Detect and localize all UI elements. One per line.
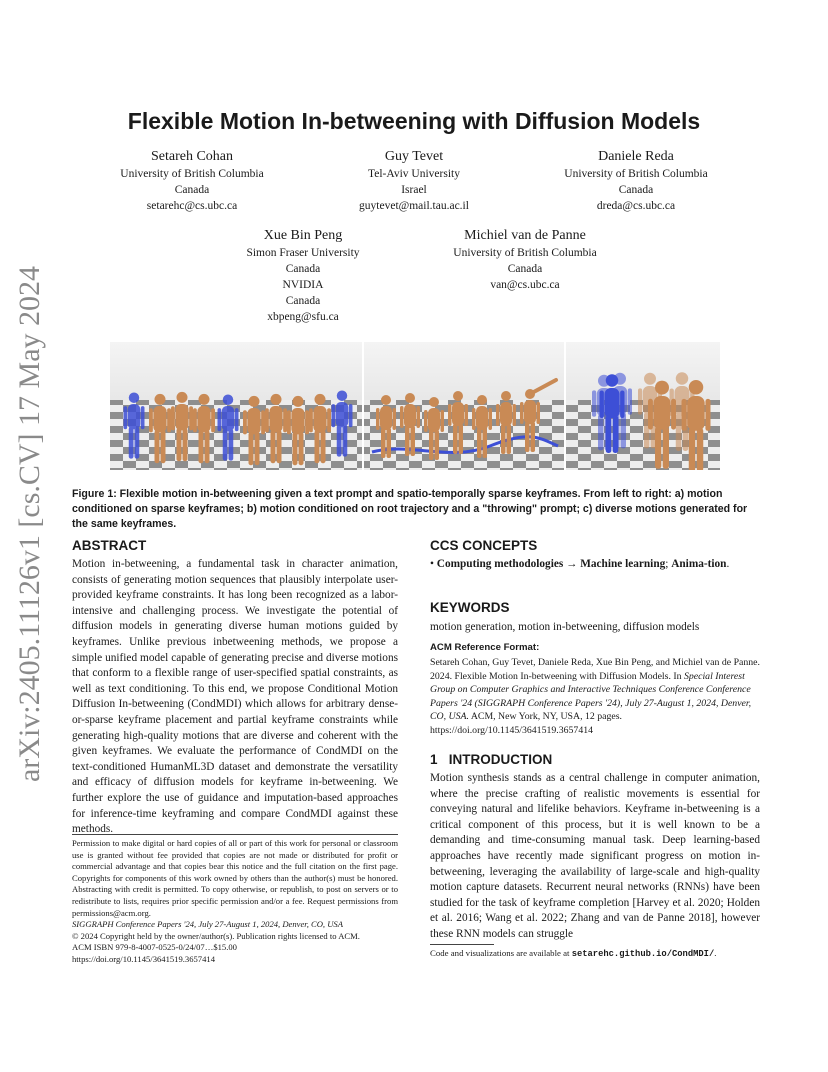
isbn-line: ACM ISBN 979-8-4007-0525-0/24/07…$15.00: [72, 942, 237, 953]
author-name: Daniele Reda: [598, 149, 674, 164]
author-country: Canada: [618, 184, 654, 196]
author-email: setarehc@cs.ubc.ca: [146, 200, 238, 212]
author-name: Guy Tevet: [384, 149, 444, 164]
author-name: Setareh Cohan: [150, 149, 234, 164]
author-block: [203, 227, 403, 325]
author-name: Michiel van de Panne: [464, 228, 586, 243]
keywords-heading: KEYWORDS: [430, 600, 510, 615]
author-email: guytevet@mail.tau.ac.il: [359, 200, 469, 212]
author-email: van@cs.ubc.ca: [490, 279, 560, 291]
author-affiliation: University of British Columbia: [453, 247, 597, 259]
teaser-figure-image: [110, 342, 720, 470]
author-block: [92, 148, 292, 214]
ccs-term: Computing methodologies: [436, 558, 564, 570]
author-email: xbpeng@sfu.ca: [267, 311, 339, 323]
ccs-heading: CCS CONCEPTS: [430, 538, 538, 553]
copyright-line: © 2024 Copyright held by the owner/author(s). Publication rights licensed to ACM.: [72, 930, 360, 941]
arxiv-identifier: arXiv:2405.11126v1 [cs.CV] 17 May 2024: [13, 265, 46, 783]
author-affiliation: Simon Fraser University: [246, 247, 360, 259]
project-link[interactable]: setarehc.github.io/CondMDI/: [571, 949, 715, 959]
author-affiliation: University of British Columbia: [564, 168, 708, 180]
venue-line: SIGGRAPH Conference Papers '24, July 27-August 1, 2024, Denver, CO, USA: [72, 919, 343, 930]
author-name: Xue Bin Peng: [263, 228, 343, 243]
abstract-heading: ABSTRACT: [72, 538, 147, 553]
reference-venue: Special Interest Group on Computer Graphics and Interactive Techniques Conference Conference Papers '24 (SIGGRAPH Conference Papers '24), July 27-August 1, 2024, Denver, CO, USA.: [430, 670, 752, 723]
author-email: dreda@cs.ubc.ca: [596, 200, 676, 212]
ccs-bullet: •: [430, 558, 437, 570]
author-affiliation-2: NVIDIA: [282, 279, 324, 291]
intro-heading: [430, 752, 552, 767]
author-country-2: Canada: [285, 295, 321, 307]
author-block: [536, 148, 736, 214]
author-country: Israel: [401, 184, 427, 196]
section-title: INTRODUCTION: [448, 752, 553, 767]
permission-text: Permission to make digital or hard copies of all or part of this work for personal or classroom use is granted without fee provided that copies are not made or distributed for profit or commercial advantage and that copies bear this notice and the full citation on the first page. Copyrights for components of this work owned by others than the author(s) must be honored. Abstracting with credit is permitted. To copy otherwise, or republish, to post on servers or to redistribute to lists, requires prior specific permission and/or a fee. Request permissions from permissions@acm.org.: [72, 838, 398, 918]
author-affiliation: Tel-Aviv University: [368, 168, 460, 180]
teaser-figure: [110, 342, 720, 470]
footnote-rule: [430, 944, 494, 945]
author-block: [425, 227, 625, 293]
ccs-arrow: →: [563, 558, 581, 570]
author-affiliation: University of British Columbia: [120, 168, 264, 180]
author-country: Canada: [507, 263, 543, 275]
intro-text: Motion synthesis stands as a central challenge in computer animation, where the precise crafting of realistic movements is essential for conveying natural and lifelike behaviors. Keyframe in-betweening is a critical component of this process, but it is well known to be a demanding and time-consuming manual task. Deep learning-based approaches have recently made significant progress on motion in-betweening, leveraging the availability of large-scale and high-quality motion capture datasets. Recurrent neural networks (RNNs) have been studied for the task of keyframe completion [Harvey et al. 2020; Holden et al. 2016; Wang et al. 2022; Zhang and van de Panne 2018], however these RNN models can struggle: [430, 772, 760, 940]
abstract-text: Motion in-betweening, a fundamental task in character animation, consists of generating motion sequences that plausibly interpolate user-provided keyframe constraints. It has long been recognized as a labor-intensive and challenging process. We investigate the potential of diffusion models in generating diverse human motions guided by keyframes. Unlike previous inbetweening methods, we propose a simple unified model capable of generating precise and diverse motions that conform to a flexible range of user-specified spatial constraints, as well as text conditioning. To this end, we propose Conditional Motion Diffusion In-betweening (CondMDI) which allows for arbitrary dense-or-sparse keyframe placement and partial keyframe constraints while generating high-quality motions that are diverse and coherent with the given keyframes. We evaluate the performance of CondMDI on the text-conditioned HumanML3D dataset and demonstrate the versatility and efficacy of diffusion models for keyframe in-betweening. We further explore the use of guidance and imputation-based approaches for inference-time keyframing and compare CondMDI against these methods.: [72, 558, 398, 836]
ccs-term: Machine learning: [580, 558, 666, 570]
keywords-text: motion generation, motion in-betweening, diffusion models: [430, 621, 700, 633]
ccs-end: .: [726, 558, 730, 570]
footnote-rule: [72, 834, 398, 835]
figure-caption: Figure 1: Flexible motion in-betweening given a text prompt and spatio-temporally sparse keyframes. From left to right: a) motion conditioned on sparse keyframes; b) motion conditioned on root trajectory and a "throwing" prompt; c) diverse motions generated for the same keyframes.: [72, 488, 748, 530]
ccs-term: Anima-tion: [671, 558, 727, 570]
footnote-end: .: [714, 948, 717, 958]
reference-text: [430, 656, 760, 738]
reference-authors: Setareh Cohan, Guy Tevet, Daniele Reda, Xue Bin Peng, and Michiel van de Panne. 2024. Flexible Motion In-betweening with Diffusion Models. In: [430, 657, 760, 682]
reference-publisher: ACM, New York, NY, USA, 12 pages. https://doi.org/10.1145/3641519.3657414: [430, 711, 622, 736]
ccs-concepts: [430, 557, 760, 573]
doi-link[interactable]: https://doi.org/10.1145/3641519.3657414: [72, 953, 215, 964]
author-country: Canada: [285, 263, 321, 275]
code-footnote: [430, 948, 760, 959]
permission-notice: [72, 838, 398, 966]
author-block: [314, 148, 514, 214]
reference-heading: ACM Reference Format:: [430, 642, 540, 653]
footnote-text: Code and visualizations are available at: [430, 948, 572, 958]
ccs-separator: ;: [665, 558, 672, 570]
author-country: Canada: [174, 184, 210, 196]
paper-title: Flexible Motion In-betweening with Diffusion Models: [127, 108, 701, 134]
section-number: 1: [430, 752, 438, 767]
